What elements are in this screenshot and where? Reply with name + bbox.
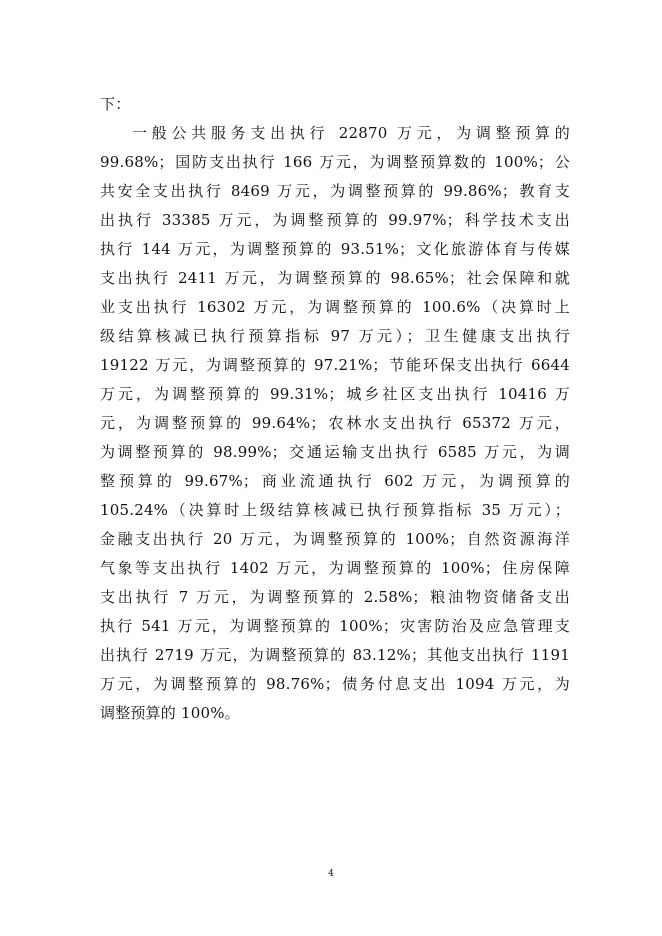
text-line: 执行 541 万元，为调整预算的 100%；灾害防治及应急管理支 (100, 617, 570, 635)
text-line: 级结算核减已执行预算指标 97 万元）；卫生健康支出执行 (100, 327, 570, 345)
text-line: 为调整预算的 98.99%；交通运输支出执行 6585 万元，为调 (100, 443, 570, 461)
text-line: 万元，为调整预算的 98.76%；债务付息支出 1094 万元，为 (100, 675, 570, 693)
text-line: 气象等支出执行 1402 万元，为调整预算的 100%；住房保障 (100, 559, 570, 577)
paragraph-last-line: 调整预算的 100%。 (100, 704, 240, 722)
paragraph-first-line: 一般公共服务支出执行 22870 万元，为调整预算的 (132, 124, 570, 142)
body-text (100, 90, 570, 728)
text-line: 出执行 2719 万元，为调整预算的 83.12%；其他支出执行 1191 (100, 646, 570, 664)
text-line: 整预算的 99.67%；商业流通执行 602 万元，为调预算的 (100, 472, 570, 490)
text-line: 万元，为调整预算的 99.31%；城乡社区支出执行 10416 万 (100, 385, 570, 403)
text-line: 下： (100, 95, 131, 113)
text-line: 元，为调整预算的 99.64%；农林水支出执行 65372 万元， (100, 414, 570, 432)
text-line: 业支出执行 16302 万元，为调整预算的 100.6%（决算时上 (100, 298, 570, 316)
text-line: 19122 万元，为调整预算的 97.21%；节能环保支出执行 6644 (100, 356, 570, 374)
text-line: 金融支出执行 20 万元，为调整预算的 100%；自然资源海洋 (100, 530, 570, 548)
text-line: 出执行 33385 万元，为调整预算的 99.97%；科学技术支出 (100, 211, 570, 229)
text-line: 支出执行 7 万元，为调整预算的 2.58%；粮油物资储备支出 (100, 588, 570, 606)
text-line: 执行 144 万元，为调整预算的 93.51%；文化旅游体育与传媒 (100, 240, 570, 258)
text-line: 99.68%；国防支出执行 166 万元，为调整预算数的 100%；公 (100, 153, 570, 171)
page-number: 4 (328, 869, 334, 879)
text-line: 共安全支出执行 8469 万元，为调整预算的 99.86%；教育支 (100, 182, 570, 200)
text-line: 支出执行 2411 万元，为调整预算的 98.65%；社会保障和就 (100, 269, 570, 287)
text-line: 105.24%（决算时上级结算核减已执行预算指标 35 万元）； (100, 501, 570, 519)
